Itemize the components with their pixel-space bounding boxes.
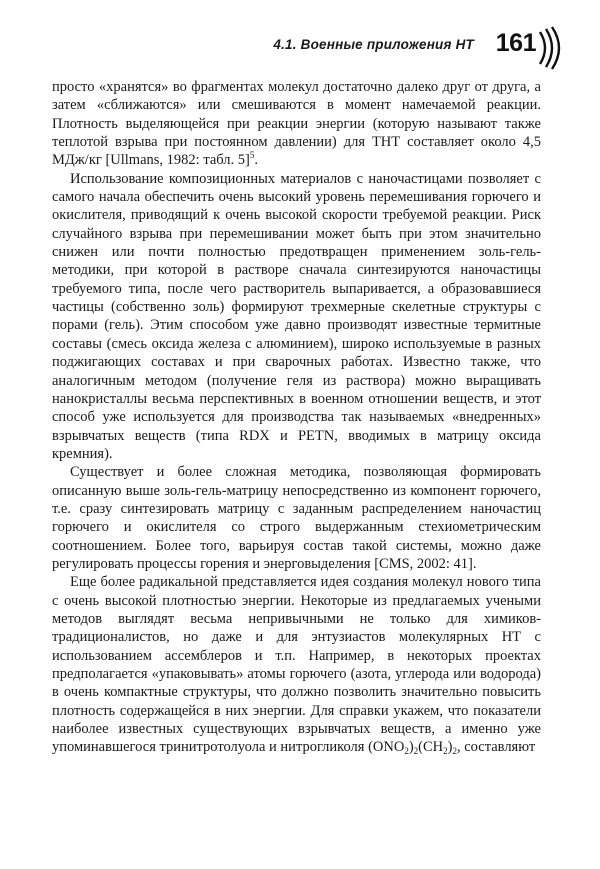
paragraph-3-text: Существует и более сложная методика, позволяющая формировать описанную выше золь-гель-матрицу непосредственно из компонент горючего, т.е. сразу синтезировать матрицу с заданным распределением наночастиц горючего и окислителя со строго выдержанным стехиометрическим соотношением. Более того, варьируя состав такой системы, можно даже регулировать процессы горения и энерговыделения [CMS, 2002: 41]. (52, 464, 541, 572)
page-header (52, 26, 570, 74)
paragraph-4-tail: , составляют (456, 739, 536, 756)
chemical-formula: $(ONO_2)_2(CH_2)_2$ (368, 739, 457, 757)
paragraph-1-text: просто «хранятся» во фрагментах молекул достаточно далеко друг от друга, а затем «сближаются» или смешиваются в момент намечаемой реакции. Плотность выделяющейся при реакции энергии (которую называют также теплотой взрыва при постоянном давлении) для ТНТ составляет около 4,5 МДж/кг [Ullmans, 1982: табл. 5] (52, 79, 541, 169)
page-number: 161 (495, 29, 536, 57)
decorative-waves-icon (536, 26, 570, 70)
paragraph-3 (52, 463, 541, 573)
paragraph-4 (52, 573, 541, 756)
paragraph-4-text: Еще более радикальной представляется идея создания молекул нового типа с очень высокой плотностью энергии. Некоторые из предлагаемых учеными методов выглядят весьма непривычными не только для химиков-традиционалистов, но даже и для энтузиастов молекулярных НТ с использованием ассемблеров и т.п. Например, в некоторых проектах предполагается «упаковывать» атомы горючего (азота, углерода или водорода) в очень компактные структуры, что должно позволить значительно повысить плотность содержащейся в них энергии. Для справки укажем, что показатели наиболее известных существующих взрывчатых веществ, а именно уже упоминавшегося тринитротолуола и нитрогликоля (52, 574, 541, 756)
paragraph-2-text: Использование композиционных материалов с наночастицами позволяет с самого начала обеспечить очень высокий уровень перемешивания горючего и окислителя, приводящий к очень высокой скорости требуемой реакции. Риск случайного взрыва при перемешивании может быть при этом значительно снижен или почти полностью предотвращен применением золь-гель-методики, при которой в растворе сначала синтезируются наночастицы требуемого типа, после чего растворитель выпаривается, а образовавшиеся частицы (собственно золь) формируют трехмерные скелетные структуры с порами (гель). Этим способом уже давно производят известные термитные составы (смесь оксида железа с алюминием), широко используемые в разных поджигающих составах и при сварочных работах. Известно также, что аналогичным методом (получение геля из раствора) можно выращивать нанокристаллы весьма перспективных в военном отношении веществ, и этот способ уже используется для производства так называемых «внедренных» взрывчатых веществ (типа RDX и PETN, вводимых в матрицу оксида кремния). (52, 170, 541, 462)
body-text (52, 78, 541, 757)
paragraph-1-tail: . (254, 152, 258, 169)
running-title: 4.1. Военные приложения НТ (273, 37, 474, 52)
paragraph-1 (52, 78, 541, 170)
footnote-ref: 5 (249, 150, 255, 161)
paragraph-2 (52, 170, 541, 464)
